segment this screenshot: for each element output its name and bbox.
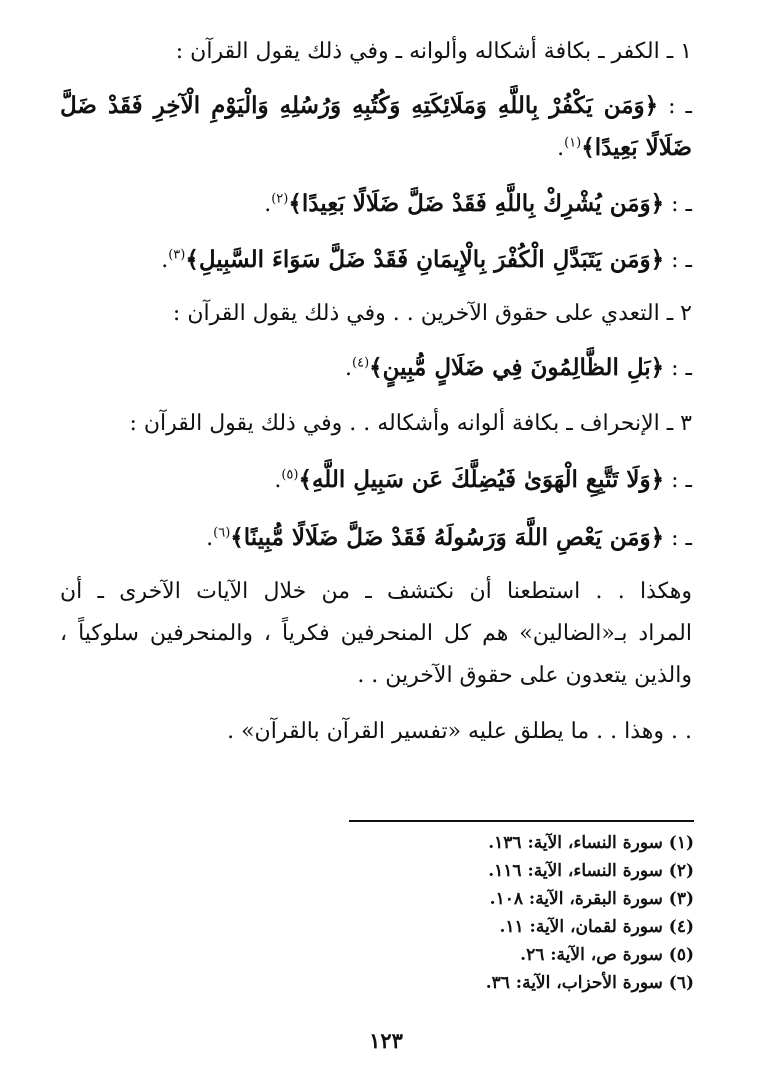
footnote-ref-2: (٢) bbox=[271, 191, 289, 207]
heading-deviation: ٣ ـ الإنحراف ـ بكافة ألوانه وأشكاله . . وفي ذلك يقول القرآن : bbox=[129, 411, 692, 436]
verse-lead-dash: ـ : bbox=[671, 356, 692, 381]
footnote-6: (٦) سورة الأحزاب، الآية: ٣٦. bbox=[485, 973, 694, 993]
verse-4-text: ﴿بَلِ الظَّالِمُونَ فِي ضَلَالٍ مُّبِينٍ﴾ bbox=[369, 354, 665, 381]
verse-end-dot: . bbox=[557, 136, 565, 161]
paragraph-1-line-3: والذين يتعدون على حقوق الآخرين . . bbox=[357, 663, 692, 688]
footnote-ref-1: (١) bbox=[564, 135, 582, 151]
verse-5-text: ﴿وَلَا تَتَّبِعِ الْهَوَىٰ فَيُضِلَّكَ عَن سَبِيلِ اللَّهِ﴾ bbox=[298, 466, 665, 493]
verse-6 bbox=[60, 520, 692, 557]
verse-end-dot: . bbox=[274, 468, 282, 493]
verse-lead-dash: ـ : bbox=[671, 468, 692, 493]
footnote-2: (٢) سورة النساء، الآية: ١١٦. bbox=[488, 861, 694, 881]
verse-6-text: ﴿وَمَن يَعْصِ اللَّهَ وَرَسُولَهُ فَقَدْ ضَلَّ ضَلَالًا مُّبِينًا﴾ bbox=[230, 524, 665, 551]
verse-3 bbox=[60, 242, 692, 279]
paragraph-1-line-1: وهكذا . . استطعنا أن نكتشف ـ من خلال الآيات الآخرى ـ أن bbox=[60, 579, 692, 604]
verse-lead-dash: ـ : bbox=[671, 248, 692, 273]
verse-lead-dash: ـ : bbox=[671, 526, 692, 551]
verse-2 bbox=[60, 186, 692, 223]
page-number: ١٢٣ bbox=[369, 1028, 403, 1053]
footnote-4: (٤) سورة لقمان، الآية: ١١. bbox=[499, 917, 694, 937]
footnote-ref-5: (٥) bbox=[281, 467, 299, 483]
verse-2-text: ﴿وَمَن يُشْرِكْ بِاللَّهِ فَقَدْ ضَلَّ ضَلَالًا بَعِيدًا﴾ bbox=[288, 190, 665, 217]
paragraph-2: . . وهذا . . ما يطلق عليه «تفسير القرآن بالقرآن» . bbox=[227, 719, 692, 744]
heading-kufr: ١ ـ الكفر ـ بكافة أشكاله وألوانه ـ وفي ذلك يقول القرآن : bbox=[175, 39, 692, 64]
verse-1-line-2 bbox=[60, 130, 692, 167]
footnote-divider bbox=[349, 820, 694, 822]
verse-1-text-b: ضَلَالًا بَعِيدًا﴾ bbox=[581, 134, 692, 161]
verse-1-text-a: ﴿وَمَن يَكْفُرْ بِاللَّهِ وَمَلَائِكَتِهِ وَكُتُبِهِ وَرُسُلِهِ وَالْيَوْمِ الْآخِرِ فَقَدْ ضَلَّ bbox=[60, 92, 659, 119]
verse-3-text: ﴿وَمَن يَتَبَدَّلِ الْكُفْرَ بِالْإِيمَانِ فَقَدْ ضَلَّ سَوَاءَ السَّبِيلِ﴾ bbox=[185, 246, 665, 273]
verse-end-dot: . bbox=[345, 356, 352, 381]
footnote-ref-6: (٦) bbox=[213, 525, 231, 541]
verse-lead-dash: ـ : bbox=[668, 94, 692, 119]
footnote-1: (١) سورة النساء، الآية: ١٣٦. bbox=[488, 833, 694, 853]
footnote-5: (٥) سورة ص، الآية: ٢٦. bbox=[520, 945, 694, 965]
paragraph-1-line-2: المراد بـ«الضالين» هم كل المنحرفين فكرياً ، والمنحرفين سلوكياً ، bbox=[60, 621, 692, 646]
footnote-ref-3: (٣) bbox=[168, 247, 186, 263]
heading-transgression: ٢ ـ التعدي على حقوق الآخرين . . وفي ذلك يقول القرآن : bbox=[172, 301, 692, 326]
footnote-3: (٣) سورة البقرة، الآية: ١٠٨. bbox=[489, 889, 694, 909]
footnote-ref-4: (٤) bbox=[352, 355, 370, 371]
verse-end-dot: . bbox=[161, 248, 169, 273]
verse-end-dot: . bbox=[264, 192, 272, 217]
verse-1-line-1 bbox=[60, 88, 692, 125]
verse-4 bbox=[60, 350, 692, 387]
verse-5 bbox=[60, 462, 692, 499]
verse-end-dot: . bbox=[206, 526, 214, 551]
verse-lead-dash: ـ : bbox=[671, 192, 692, 217]
